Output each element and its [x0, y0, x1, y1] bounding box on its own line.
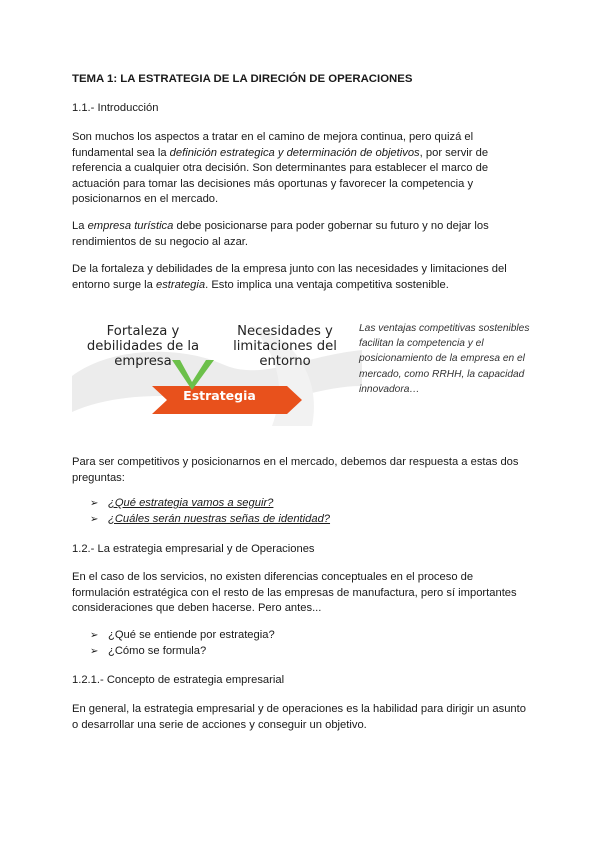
section-heading-1-2-1: 1.2.1.- Concepto de estrategia empresarial [72, 674, 285, 686]
diagram-label-left: Fortaleza y debilidades de la empresa [86, 324, 200, 369]
figure-caption: Las ventajas competitivas sostenibles facilitan la competencia y el posicionamiento de la empresa en el mercado, como RRHH, la capacidad innovadora… [359, 323, 530, 395]
question-text: ¿Qué estrategia vamos a seguir? [108, 497, 274, 509]
question-text: ¿Cuáles serán nuestras señas de identidad? [108, 512, 331, 525]
emphasis-text: empresa turística [87, 220, 174, 232]
strategy-diagram [72, 316, 362, 432]
text-run: . Esto implica una ventaja competitiva sostenible. [205, 278, 449, 291]
document-title: TEMA 1: LA ESTRATEGIA DE LA DIRECIÓN DE OPERACIONES [72, 73, 413, 85]
list-item [90, 496, 330, 512]
list-item: ➢ ¿Qué se entiende por estrategia? [90, 628, 275, 644]
text-run: , por servir de referencia a cualquier otra decisión. Son determinantes para establecer el marco de actuación para tomar las decisiones más oportunas y favorecer la competencia y posicionarnos en el mercado. [72, 146, 489, 206]
list-item [90, 512, 330, 528]
concept-paragraph: En general, la estrategia empresarial y de operaciones es la habilidad para dirigir un asunto o desarrollar una serie de acciones y conseguir un objetivo. [72, 703, 526, 731]
emphasis-text: estrategia [155, 278, 206, 291]
text-run: La [72, 220, 88, 232]
intro-paragraph [72, 130, 528, 208]
list-item: ➢ ¿Cómo se formula? [90, 644, 275, 660]
text-run: De la fortaleza y debilidades de la empresa junto con las necesidades y limitaciones del entorno surge la [72, 263, 507, 291]
questions-list-1 [90, 496, 330, 527]
services-paragraph: En el caso de los servicios, no existen diferencias conceptuales en el proceso de formulación estratégica con el resto de las empresas de manufactura, pero sí importantes consideraciones que deben hacerse. Pero antes... [72, 571, 517, 615]
strategy-paragraph [72, 262, 528, 293]
section-heading-1-1: 1.1.- Introducción [72, 102, 159, 114]
diagram-label-center: Estrategia [183, 388, 256, 403]
text-run: Son muchos los aspectos a tratar en el camino de mejora continua, pero quizá el fundamental sea la [72, 131, 474, 159]
text-run: debe posicionarse para poder gobernar su futuro y no dejar los rendimientos de su negocio al azar. [72, 220, 489, 248]
emphasis-text: definición estrategica y determinación de objetivos [169, 146, 420, 159]
section-heading-1-2: 1.2.- La estrategia empresarial y de Operaciones [72, 543, 315, 555]
questions-list-2 [90, 628, 275, 659]
tourism-paragraph [72, 219, 528, 250]
competitive-paragraph: Para ser competitivos y posicionarnos en el mercado, debemos dar respuesta a estas dos preguntas: [72, 456, 519, 484]
diagram-label-right: Necesidades y limitaciones del entorno [233, 324, 337, 369]
